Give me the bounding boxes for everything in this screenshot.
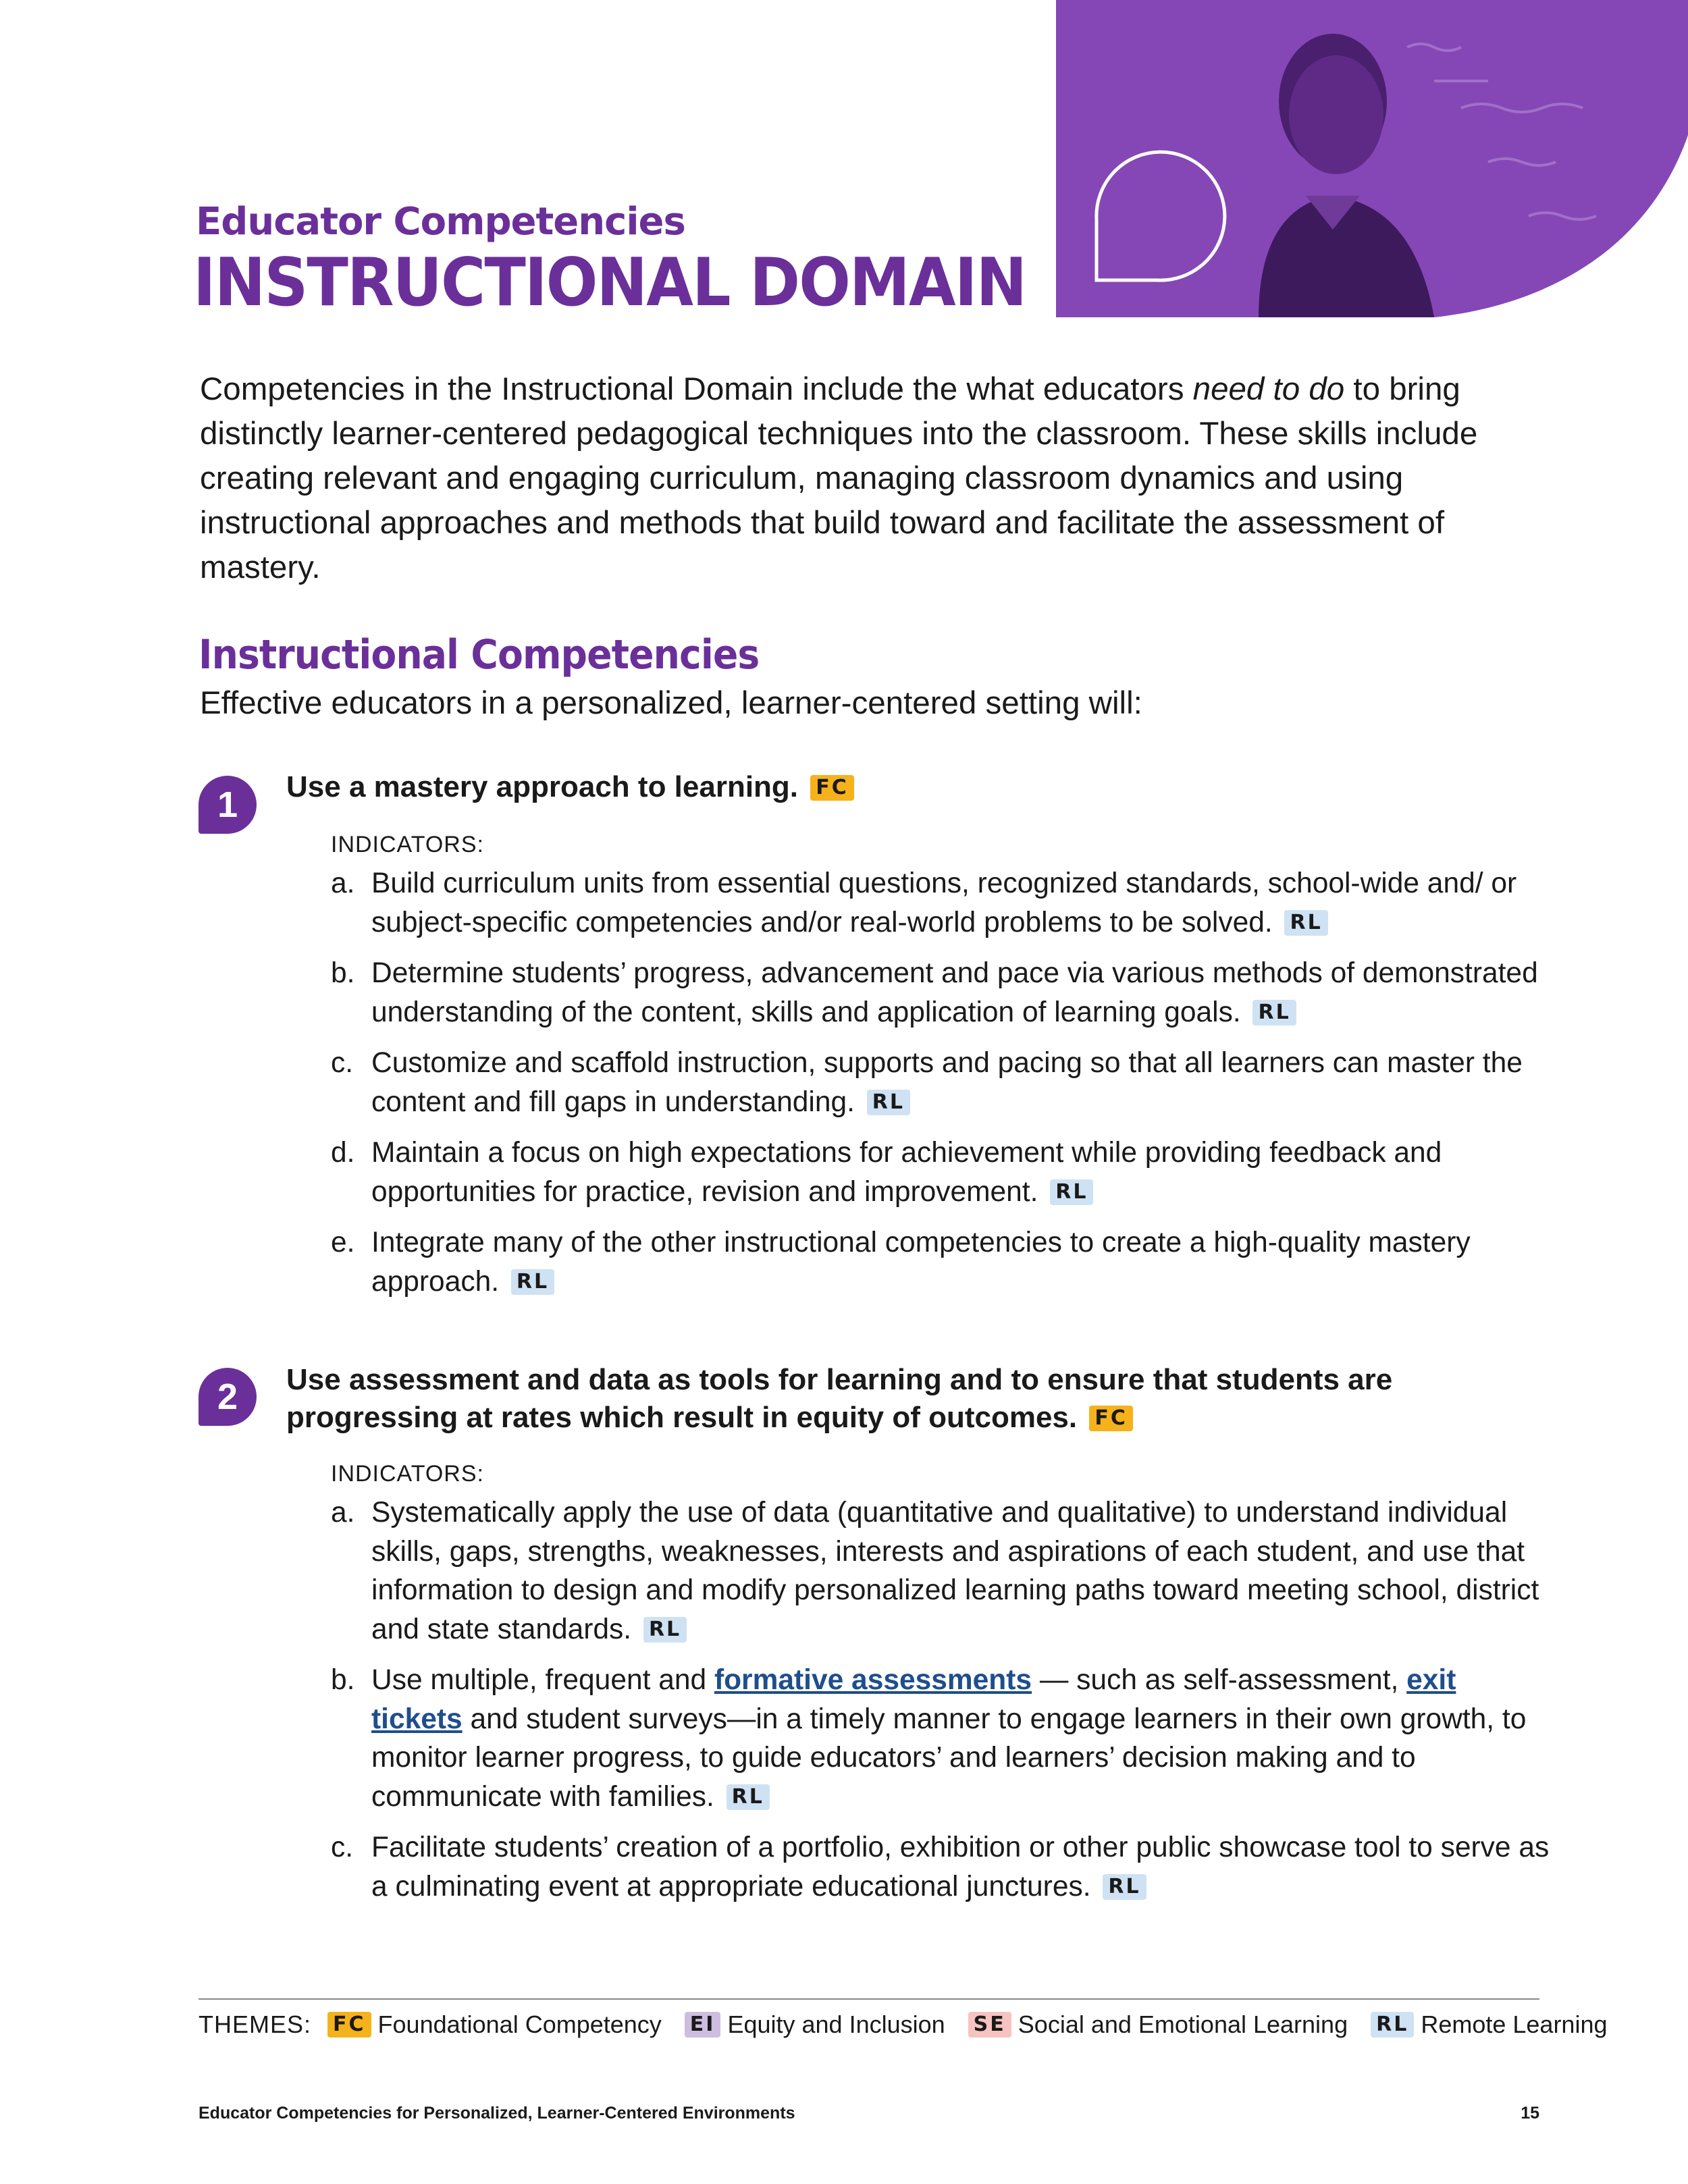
indicator-letter: e.	[331, 1227, 355, 1258]
theme-item-se	[968, 2010, 1348, 2039]
theme-badge-rl: RL	[1252, 1000, 1296, 1026]
indicator-body: Facilitate students’ creation of a portfolio, exhibition or other public showcase tool to serve as a culminating event at appropriate educational junctures.	[371, 1832, 1550, 1902]
intro-paragraph	[200, 367, 1550, 590]
indicator-item	[331, 864, 1553, 942]
indicator-item	[331, 954, 1553, 1032]
indicator-text	[371, 1044, 1553, 1121]
themes-label: THEMES:	[199, 2010, 312, 2038]
theme-badge-rl: RL	[511, 1269, 554, 1295]
competency-heading-text: Use a mastery approach to learning.	[286, 770, 799, 803]
indicator-letter: a.	[331, 868, 355, 899]
exit-tickets-link[interactable]: exit tickets	[371, 1664, 1456, 1735]
intro-emphasis: need to do	[1192, 371, 1345, 407]
indicator-letter: a.	[331, 1497, 355, 1528]
theme-badge-rl: RL	[867, 1090, 910, 1115]
indicator-text	[371, 1493, 1553, 1649]
indicator-letter: b.	[331, 1664, 355, 1696]
theme-label: Equity and Inclusion	[727, 2010, 945, 2038]
theme-badge-fc: FC	[327, 2012, 371, 2037]
formative-assessments-link[interactable]: formative assessments	[714, 1664, 1032, 1696]
indicator-body: Maintain a focus on high expectations for achievement while providing feedback and opportunities for practice, revision and improvement.	[371, 1137, 1442, 1208]
indicator-item	[331, 1044, 1553, 1121]
theme-badge-rl: RL	[1050, 1179, 1093, 1205]
themes-divider	[199, 1998, 1539, 2000]
indicator-letter: b.	[331, 957, 355, 989]
competencies-lead: Effective educators in a personalized, learner-centered setting will:	[200, 685, 1142, 721]
theme-badge-ei: EI	[685, 2012, 721, 2037]
indicator-text	[371, 954, 1553, 1032]
competency-number-badge: 2	[199, 1368, 257, 1426]
indicator-text	[371, 1661, 1553, 1816]
indicator-text	[371, 1828, 1553, 1906]
indicator-body: — such as self-assessment,	[1032, 1664, 1407, 1696]
theme-badge-se: SE	[968, 2012, 1011, 2037]
indicators-label: INDICATORS:	[331, 1461, 484, 1487]
indicator-letter: d.	[331, 1137, 355, 1169]
theme-label: Remote Learning	[1421, 2010, 1608, 2038]
theme-item-ei	[685, 2010, 945, 2039]
indicator-item	[331, 1134, 1553, 1211]
indicator-item	[331, 1828, 1553, 1906]
indicator-text	[371, 1223, 1553, 1301]
theme-badge-rl: RL	[1371, 2012, 1414, 2037]
theme-badge-fc: FC	[1089, 1406, 1133, 1431]
theme-badge-rl: RL	[1284, 910, 1327, 936]
indicator-text	[371, 1134, 1553, 1211]
indicator-item	[331, 1661, 1553, 1816]
theme-badge-rl: RL	[727, 1784, 770, 1810]
competency-heading-text: Use assessment and data as tools for learning and to ensure that students are progressing at rates which result in equity of outcomes.	[286, 1363, 1393, 1434]
page-number: 15	[1521, 2104, 1539, 2123]
theme-item-fc	[327, 2010, 662, 2039]
indicator-body: Build curriculum units from essential questions, recognized standards, school-wide and/ or subject-specific competencies and/or real-world problems to be solved.	[371, 868, 1517, 938]
competencies-heading: Instructional Competencies	[199, 631, 760, 678]
indicator-body: Systematically apply the use of data (quantitative and qualitative) to understand individual skills, gaps, strengths, weaknesses, interests and aspirations of each student, and use that information to design and modify personalized learning paths toward meeting school, district and state standards.	[371, 1497, 1539, 1645]
competency-heading	[286, 1361, 1556, 1437]
indicator-item	[331, 1493, 1553, 1649]
competency-number-badge: 1	[199, 776, 257, 834]
competency-heading	[286, 768, 1556, 806]
theme-item-rl	[1371, 2010, 1607, 2039]
theme-badge-fc: FC	[810, 775, 854, 801]
themes-legend	[199, 2010, 1608, 2039]
hero-photo	[1056, 0, 1688, 317]
indicator-body: Integrate many of the other instructional competencies to create a high-quality mastery approach.	[371, 1227, 1471, 1298]
indicator-letter: c.	[331, 1832, 354, 1863]
indicator-letter: c.	[331, 1047, 354, 1079]
indicator-body: Determine students’ progress, advancement and pace via various methods of demonstrated understanding of the content, skills and application of learning goals.	[371, 957, 1538, 1028]
intro-part2: to bring distinctly learner-centered pedagogical techniques into the classroom. These skills include creating relevant and engaging curriculum, managing classroom dynamics and using instructional approaches and methods that build toward and facilitate the assessment of mastery.	[200, 371, 1478, 585]
indicator-body: and student surveys—in a timely manner to engage learners in their own growth, to monitor learner progress, to guide educators’ and learners’ decision making and to communicate with families.	[371, 1703, 1527, 1813]
indicators-label: INDICATORS:	[331, 832, 484, 857]
theme-label: Social and Emotional Learning	[1018, 2010, 1348, 2038]
indicator-item	[331, 1223, 1553, 1301]
theme-label: Foundational Competency	[377, 2010, 662, 2038]
footer-title: Educator Competencies for Personalized, Learner-Centered Environments	[199, 2104, 795, 2123]
intro-part1: Competencies in the Instructional Domain include the what educators	[200, 371, 1193, 407]
theme-badge-rl: RL	[643, 1617, 687, 1643]
section-kicker: Educator Competencies	[196, 200, 685, 244]
indicator-text	[371, 864, 1553, 942]
theme-badge-rl: RL	[1103, 1874, 1146, 1900]
page-title: INSTRUCTIONAL DOMAIN	[193, 244, 1026, 321]
indicator-body: Customize and scaffold instruction, supports and pacing so that all learners can master the content and fill gaps in understanding.	[371, 1047, 1523, 1118]
indicator-body: Use multiple, frequent and	[371, 1664, 714, 1696]
